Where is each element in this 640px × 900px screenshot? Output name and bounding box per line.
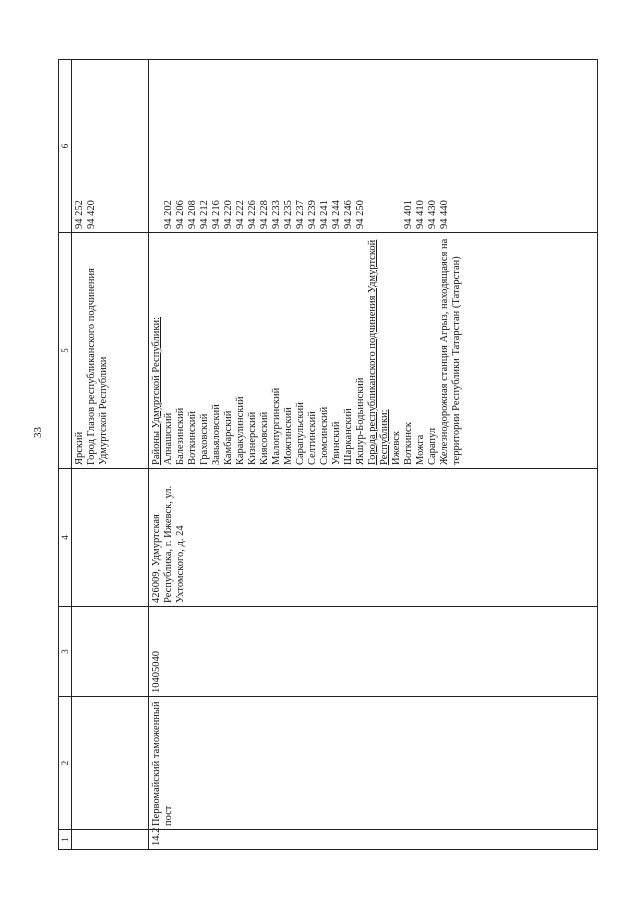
city-code: 94 401 (403, 200, 414, 229)
rotated-table-wrapper (58, 60, 598, 850)
district-code: 94 222 (235, 200, 246, 229)
continued-row (72, 60, 149, 850)
city-name: Ижевск (391, 430, 402, 465)
railway-note: Железнодорожная станция Агрыз, находящаяся на территории Республики Татарстан (Татарстан) (439, 238, 462, 465)
district-name: Граховский (199, 413, 210, 465)
district-code: 94 239 (307, 200, 318, 229)
district-name: Сюмсинский (319, 406, 330, 465)
header-cell: 6 (59, 60, 72, 233)
okato-code: 94 252 (74, 200, 85, 229)
cities-heading: Города республиканского подчинения Удмуртской Республики: (367, 239, 390, 465)
district-name: Алнашский (163, 412, 174, 465)
district-code: 94 226 (247, 200, 258, 229)
territory-name: Ярский (74, 431, 85, 465)
row-number: 14.2 (149, 830, 598, 850)
city-name: Воткинск (403, 422, 414, 465)
city-code: 94 440 (439, 200, 450, 229)
districts-heading: Районы Удмуртской Республики: (151, 316, 162, 465)
header-cell: 5 (59, 233, 72, 469)
district-name: Балезинский (175, 407, 186, 465)
district-code: 94 216 (211, 200, 222, 229)
district-code: 94 250 (355, 200, 366, 229)
city-code-list (403, 63, 451, 229)
district-name: Воткинский (187, 410, 198, 465)
territory-cell (149, 233, 598, 469)
header-cell: 4 (59, 469, 72, 607)
okato-code: 94 420 (86, 200, 97, 229)
district-code: 94 228 (259, 200, 270, 229)
district-code-list (163, 63, 367, 229)
district-code: 94 202 (163, 200, 174, 229)
district-name: Камбарский (223, 410, 234, 465)
post-address: 426009, Удмуртская Республика, г. Ижевск, ул. Ухтомского, д. 24 (149, 469, 598, 607)
city-list (391, 236, 439, 465)
district-code: 94 244 (331, 200, 342, 229)
district-code: 94 246 (343, 200, 354, 229)
district-code: 94 220 (223, 200, 234, 229)
district-name: Кизнерский (247, 411, 258, 465)
okato-cell (149, 60, 598, 233)
territory-name: Город Глазов республиканского подчинения Удмуртской Республики (86, 268, 109, 465)
district-code: 94 208 (187, 200, 198, 229)
district-name: Якшур-Бодьинский (355, 377, 366, 465)
post-code: 10405040 (149, 607, 598, 697)
district-name: Каракулинский (235, 396, 246, 465)
header-cell: 1 (59, 830, 72, 850)
header-cell: 3 (59, 607, 72, 697)
district-name: Малопургинский (271, 387, 282, 465)
district-name: Сарапульский (295, 402, 306, 465)
district-name: Селтинский (307, 411, 318, 465)
district-name: Шарканский (343, 408, 354, 465)
district-code: 94 241 (319, 200, 330, 229)
district-name: Увинский (331, 421, 342, 465)
district-code: 94 237 (295, 200, 306, 229)
post-name: Первомайский таможенный пост (149, 697, 598, 830)
district-name: Завьяловский (211, 404, 222, 465)
customs-table (58, 59, 598, 850)
territory-cell (72, 233, 149, 469)
header-row (59, 60, 72, 850)
district-name: Можгинский (283, 407, 294, 465)
district-code: 94 206 (175, 200, 186, 229)
district-name: Киясовский (259, 411, 270, 465)
table-row (149, 60, 598, 850)
district-code: 94 233 (271, 200, 282, 229)
city-code: 94 430 (427, 200, 438, 229)
header-cell: 2 (59, 697, 72, 830)
okato-cell (72, 60, 149, 233)
page-number: 33 (32, 427, 44, 438)
district-code: 94 235 (283, 200, 294, 229)
district-code: 94 212 (199, 200, 210, 229)
district-list (163, 236, 367, 465)
city-name: Сарапул (427, 427, 438, 465)
city-code: 94 410 (415, 200, 426, 229)
city-name: Можга (415, 434, 426, 465)
